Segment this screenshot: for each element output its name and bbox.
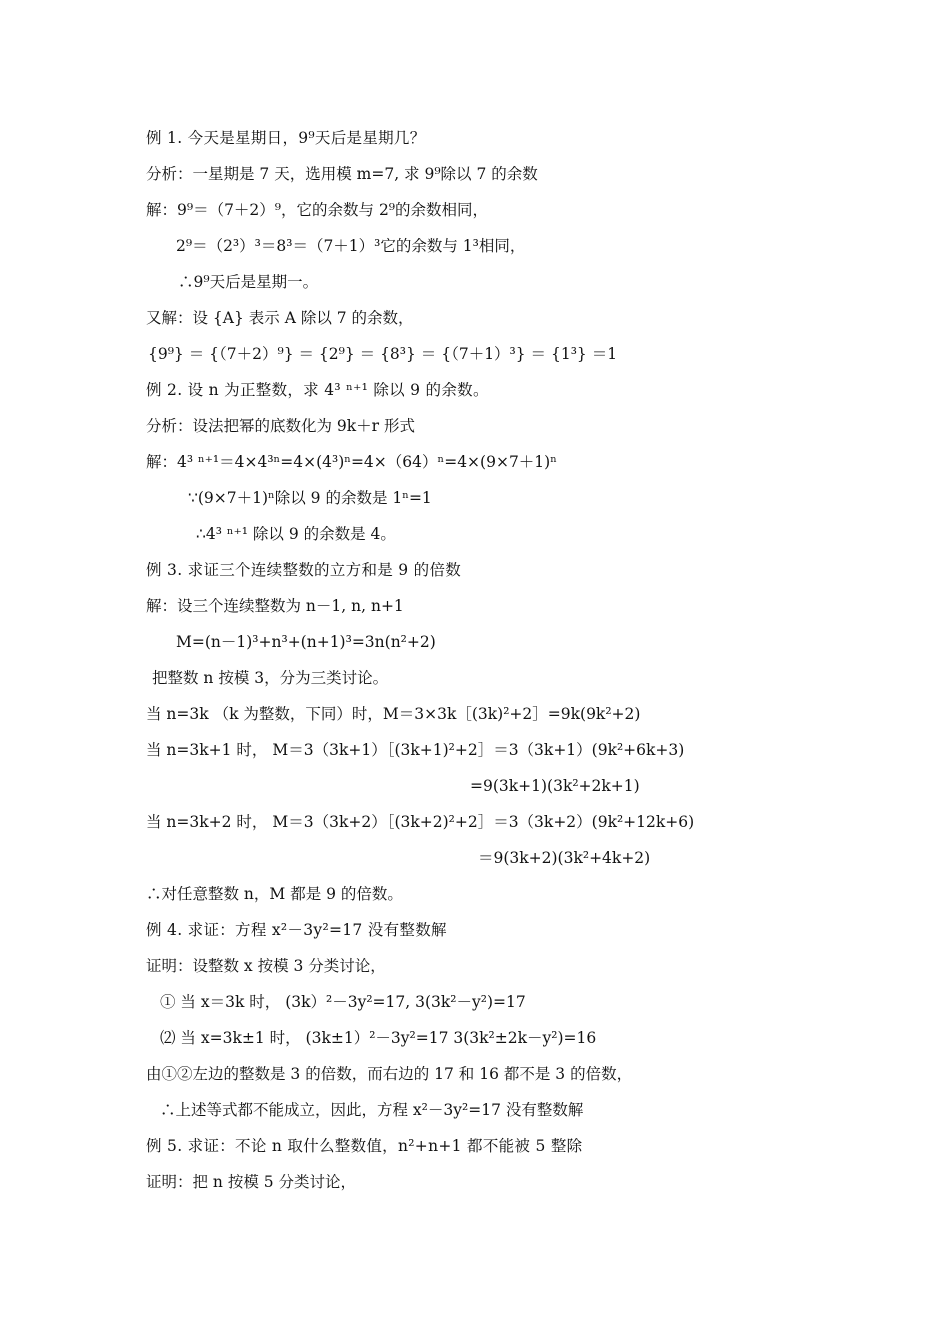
- example-4-title: 例 4. 求证：方程 x²－3y²=17 没有整数解: [146, 921, 447, 939]
- example-4-case-2: ⑵ 当 x=3k±1 时， (3k±1）²－3y²=17 3(3k²±2k－y²)=16: [160, 1029, 597, 1047]
- example-4-case-1: ① 当 x＝3k 时， (3k）²－3y²=17, 3(3k²－y²)=17: [160, 993, 526, 1011]
- example-1-analysis: 分析：一星期是 7 天，选用模 m=7, 求 9⁹除以 7 的余数: [146, 165, 538, 183]
- example-2-solution-line-2: ∵(9×7＋1)ⁿ除以 9 的余数是 1ⁿ=1: [188, 489, 432, 507]
- example-3-case-3-result: ＝9(3k+2)(3k²+4k+2): [478, 849, 651, 867]
- example-2-title: 例 2. 设 n 为正整数，求 4³ ⁿ⁺¹ 除以 9 的余数。: [146, 381, 489, 399]
- example-2-solution-line-1: 解：4³ ⁿ⁺¹＝4×4³ⁿ=4×(4³)ⁿ=4×（64）ⁿ=4×(9×7＋1)ⁿ: [146, 453, 557, 471]
- example-3-cases-intro: 把整数 n 按模 3，分为三类讨论。: [152, 669, 389, 687]
- example-1-alt-solution: 又解：设 {A} 表示 A 除以 7 的余数，: [146, 309, 414, 327]
- example-4-reasoning: 由①②左边的整数是 3 的倍数，而右边的 17 和 16 都不是 3 的倍数，: [146, 1065, 633, 1083]
- example-1-alt-formula: {9⁹} ＝ {（7＋2）⁹} ＝ {2⁹} ＝ {8³} ＝ {（7＋1）³} ＝ {1³} ＝1: [148, 345, 618, 363]
- example-1-title: 例 1. 今天是星期日，9⁹天后是星期几？: [146, 129, 426, 147]
- example-3-case-2: 当 n=3k+1 时， M＝3（3k+1）［(3k+1)²+2］＝3（3k+1）(9k²+6k+3): [146, 741, 685, 759]
- example-3-conclusion: ∴对任意整数 n，M 都是 9 的倍数。: [146, 885, 403, 903]
- example-3-case-2-result: =9(3k+1)(3k²+2k+1): [470, 777, 640, 795]
- example-3-title: 例 3. 求证三个连续整数的立方和是 9 的倍数: [146, 561, 462, 579]
- example-3-case-1: 当 n=3k （k 为整数，下同）时，M＝3×3k［(3k)²+2］=9k(9k²+2): [146, 705, 641, 723]
- example-4-conclusion: ∴上述等式都不能成立，因此，方程 x²－3y²=17 没有整数解: [160, 1101, 584, 1119]
- example-4-proof-intro: 证明：设整数 x 按模 3 分类讨论，: [146, 957, 386, 975]
- example-5-title: 例 5. 求证：不论 n 取什么整数值，n²+n+1 都不能被 5 整除: [146, 1137, 583, 1155]
- example-2-conclusion: ∴4³ ⁿ⁺¹ 除以 9 的余数是 4。: [196, 525, 396, 543]
- example-3-case-3: 当 n=3k+2 时， M＝3（3k+2）［(3k+2)²+2］＝3（3k+2）(9k²+12k+6): [146, 813, 695, 831]
- example-1-solution-line-1: 解：9⁹＝（7＋2）⁹，它的余数与 2⁹的余数相同，: [146, 201, 489, 219]
- example-5-proof-intro: 证明：把 n 按模 5 分类讨论，: [146, 1173, 357, 1191]
- example-3-formula: M=(n－1)³+n³+(n+1)³=3n(n²+2): [176, 633, 436, 651]
- example-1-solution-line-2: 2⁹＝（2³）³＝8³＝（7＋1）³它的余数与 1³相同，: [176, 237, 526, 255]
- example-1-conclusion: ∴9⁹天后是星期一。: [178, 273, 319, 291]
- example-2-analysis: 分析：设法把幂的底数化为 9k＋r 形式: [146, 417, 416, 435]
- example-3-solution-line-1: 解：设三个连续整数为 n－1, n, n+1: [146, 597, 404, 615]
